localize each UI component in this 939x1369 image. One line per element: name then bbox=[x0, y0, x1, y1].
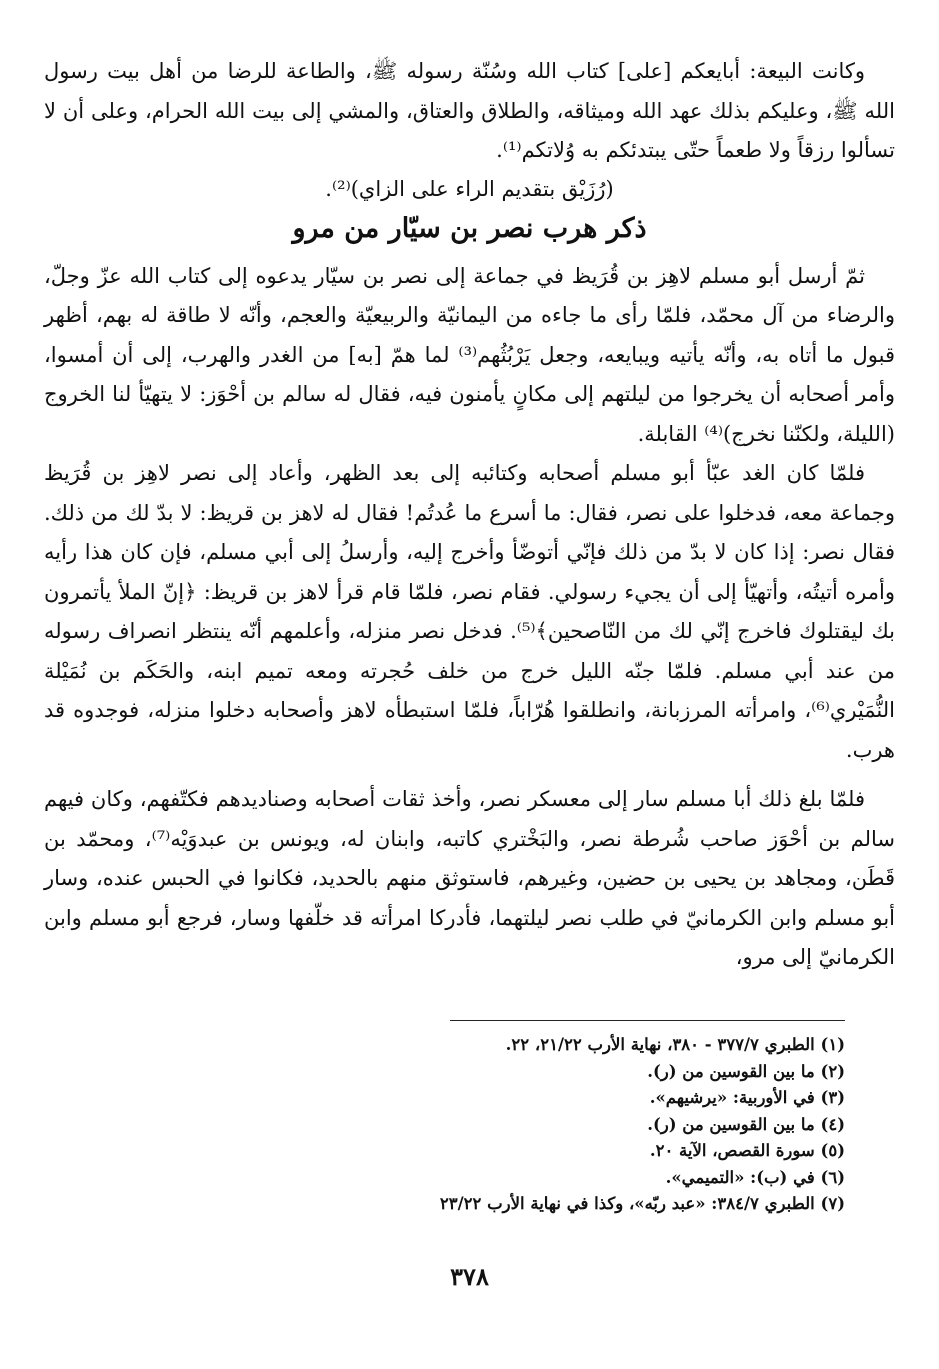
footnote-6: (٦) في (ب): «التميمي». bbox=[665, 1167, 845, 1187]
footnotes-block bbox=[65, 1026, 845, 1218]
footnote-3: (٣) في الأوربية: «يرشيهم». bbox=[649, 1088, 845, 1107]
footnote-7: (٧) الطبري ٣٨٤/٧: «عبد ربّه»، وكذا في نهاية الأرب ٢٣/٢٢ bbox=[439, 1194, 845, 1213]
footnote-divider bbox=[450, 1020, 845, 1021]
paragraph-3: فلمّا بلغ ذلك أبا مسلم سار إلى معسكر نصر، وأخذ ثقات أصحابه وصناديدهم فكتّفهم، وكان فيهم سالم بن أحْوَز صاحب شُرطة نصر، والبَخْتري كاتبه، وابنان له، ويونس بن عبدوَيْه⁽⁷⁾، ومحمّد بن قَطَن، ومجاهد بن يحيى بن حضين، وغيرهم، فاستوثق منهم بالحديد، فكانوا في الحبس عنده، وسار أبو مسلم وابن الكرمانيّ في طلب نصر ليلتهما، فأدركا امرأته قد خلّفها وسار، فرجع أبو مسلم وابن الكرمانيّ إلى مرو، bbox=[44, 787, 895, 969]
footnote-5: (٥) سورة القصص، الآية ٢٠. bbox=[649, 1141, 845, 1160]
paragraph-2: فلمّا كان الغد عبّأ أبو مسلم أصحابه وكتائبه إلى بعد الظهر، وأعاد إلى نصر لاهِز بن قُرَيظ وجماعة معه، فدخلوا على نصر، فقال: ما أسرع ما عُدتُم! فقال له لاهز بن قريظ: لا بدّ لك من ذلك. فقال نصر: إذا كان لا بدّ من ذلك فإنّي أتوضّأ وأخرج إليه، وأرسلُ إلى أبي مسلم، فإن كان هذا رأيه وأمره أتيتُه، وأتهيّأ إلى أن يجيء رسولي. فقام نصر، فلمّا قام قرأ لاهز بن قريظ: ﴿إنّ الملأ يأتمرون بك ليقتلوك فاخرج إنّي لك من النّاصحين﴾⁽⁵⁾. فدخل نصر منزله، وأعلمهم أنّه ينتظر انصراف رسوله من عند أبي مسلم. فلمّا جنّه الليل خرج من خلف حُجرته ومعه تميم ابنه، والحَكَم بن نُمَيْلة النُّمَيْري⁽⁶⁾، وامرأته المرزبانة، وانطلقوا هُرّاباً، فلمّا استبطأه لاهز وأصحابه دخلوا منزله، فوجدوه قد هرب. bbox=[44, 461, 895, 762]
footnote-1: (١) الطبري ٣٧٧/٧ - ٣٨٠، نهاية الأرب ٢١/٢٢، ٢٢. bbox=[505, 1035, 845, 1054]
section-heading: ذكر هرب نصر بن سيّار من مرو bbox=[292, 212, 647, 244]
paragraph-bay'a: وكانت البيعة: أبايعكم [على] كتاب الله وسُنّة رسوله ﷺ، والطاعة للرضا من أهل بيت رسول الله ﷺ، وعليكم بذلك عهد الله وميثاقه، والطلاق والعتاق، والمشي إلى بيت الله الحرام، وعلى أن لا تسألوا رزقاً ولا طعماً حتّى يبتدئكم به وُلاتكم⁽¹⁾. bbox=[44, 59, 895, 162]
footnote-2: (٢) ما بين القوسين من (ر). bbox=[647, 1061, 845, 1081]
page-number: ٣٧٨ bbox=[450, 1262, 489, 1291]
paragraph-1: ثمّ أرسل أبو مسلم لاهِز بن قُرَيظ في جماعة إلى نصر بن سيّار يدعوه إلى كتاب الله عزّ وجلّ، والرضاء من آل محمّد، فلمّا رأى ما جاءه من اليمانيّة والربيعيّة والعجم، وأنّه لا طاقة له بهم، أظهر قبول ما أتاه به، وأنّه يأتيه ويبايعه، وجعل يَرْبُثُهم⁽³⁾ لما همّ [به] من الغدر والهرب، إلى أن أمسوا، وأمر أصحابه أن يخرجوا من ليلتهم إلى مكانٍ يأمنون فيه، فقال له سالم بن أحْوَز: لا يتهيّأ لنا الخروج (الليلة، ولكنّنا نخرج)⁽⁴⁾ القابلة. bbox=[44, 263, 895, 446]
editor-note-line: (رُزَيْق بتقديم الراء على الزاي)⁽²⁾. bbox=[325, 176, 614, 201]
footnote-4: (٤) ما بين القوسين من (ر). bbox=[647, 1114, 845, 1134]
